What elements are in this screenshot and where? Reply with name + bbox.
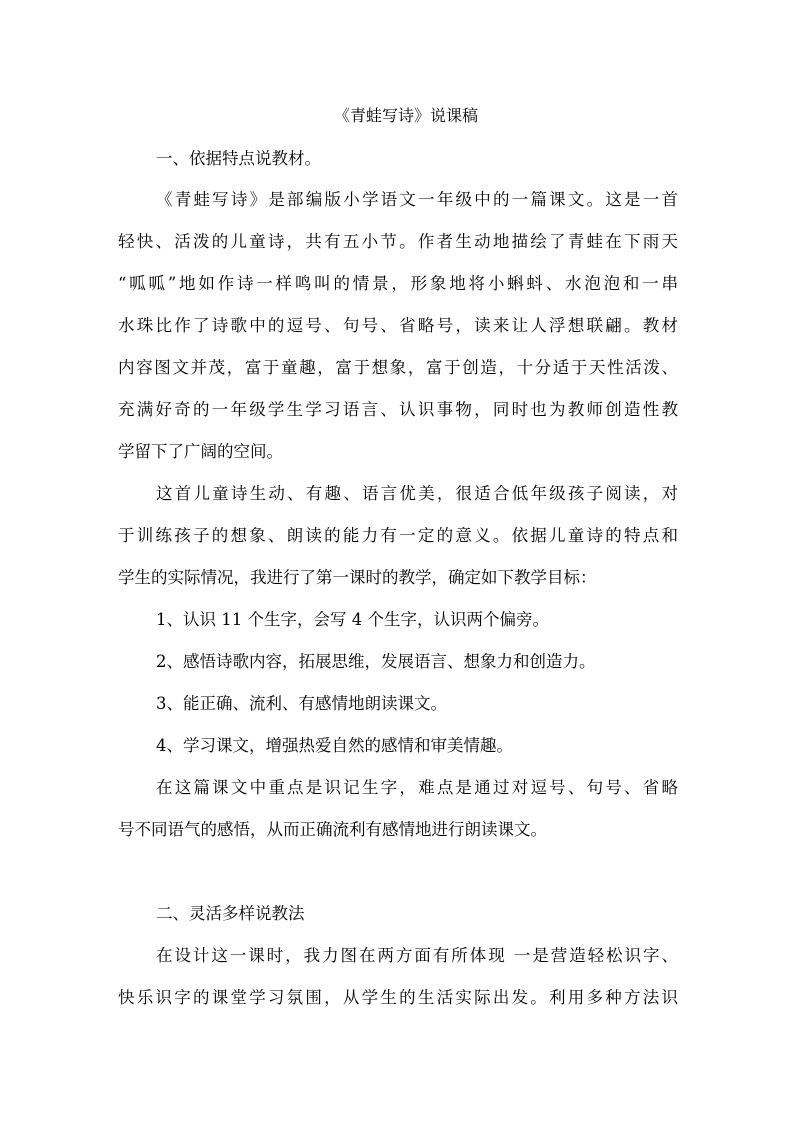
goal-item: 3、能正确、流利、有感情地朗读课文。 [156, 694, 447, 713]
paragraph-line: 这首儿童诗生动、有趣、语言优美，很适合低年级孩子阅读，对 [156, 484, 678, 503]
paragraph-line: 《青蛙写诗》是部编版小学语文一年级中的一篇课文。这是一首 [156, 190, 678, 209]
paragraph-line: 号不同语气的感悟，从而正确流利有感情地进行朗读课文。 [118, 820, 547, 839]
document-title: 《青蛙写诗》说课稿 [333, 106, 478, 125]
paragraph-line: 在设计这一课时，我力图在两方面有所体现 一是营造轻松识字、 [156, 946, 678, 965]
goal-item: 4、学习课文，增强热爱自然的感情和审美情趣。 [156, 736, 513, 755]
paragraph-line: 充满好奇的一年级学生学习语言、认识事物，同时也为教师创造性教 [118, 400, 678, 419]
paragraph-line: 快乐识字的课堂学习氛围，从学生的生活实际出发。利用多种方法识 [118, 988, 678, 1007]
goal-item: 1、认识 11 个生字，会写 4 个生字，认识两个偏旁。 [156, 610, 549, 629]
paragraph-line: 学生的实际情况，我进行了第一课时的教学，确定如下教学目标： [118, 568, 597, 587]
paragraph-line: 在这篇课文中重点是识记生字，难点是通过对逗号、句号、省略 [156, 778, 678, 797]
paragraph-line: 水珠比作了诗歌中的逗号、句号、省略号，读来让人浮想联翩。教材 [118, 316, 678, 335]
section-1-heading: 一、依据特点说教材。 [156, 149, 321, 168]
section-2-heading: 二、灵活多样说教法 [156, 904, 305, 923]
paragraph-line: “呱呱”地如作诗一样鸣叫的情景，形象地将小蝌蚪、水泡泡和一串 [118, 274, 678, 293]
goal-item: 2、感悟诗歌内容，拓展思维，发展语言、想象力和创造力。 [156, 652, 596, 671]
paragraph-line: 学留下了广阔的空间。 [118, 442, 283, 461]
paragraph-line: 内容图文并茂，富于童趣，富于想象，富于创造，十分适于天性活泼、 [118, 358, 678, 377]
paragraph-line: 轻快、活泼的儿童诗，共有五小节。作者生动地描绘了青蛙在下雨天 [118, 232, 678, 251]
paragraph-line: 于训练孩子的想象、朗读的能力有一定的意义。依据儿童诗的特点和 [118, 526, 678, 545]
